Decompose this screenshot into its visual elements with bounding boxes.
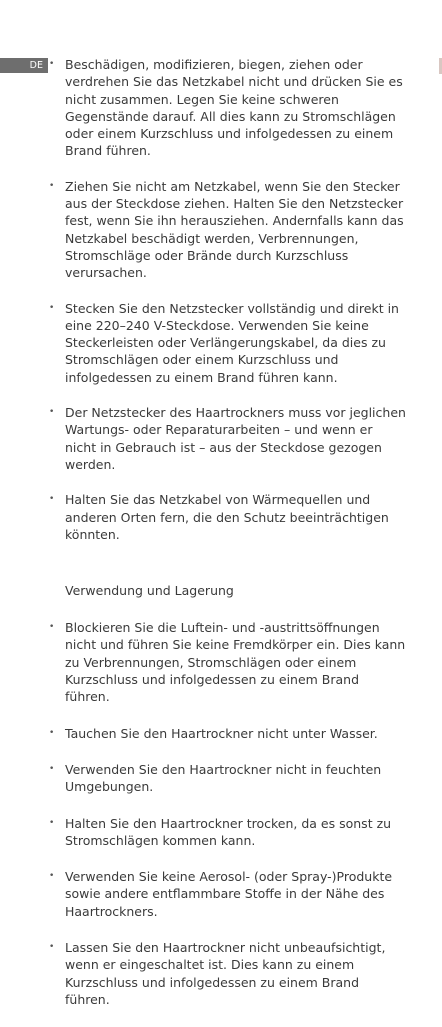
list-item: • Ziehen Sie nicht am Netzkabel, wenn Sie den Stecker aus der Steckdose ziehen. Halten Sie den Netzstecker fest, wenn Sie ihn herausziehen. Andernfalls kann das Netzkabel beschädigt werden, Verbrennungen, Stromschläge oder Brände durch Kurzschluss verursachen. <box>46 178 406 282</box>
list-item: • Tauchen Sie den Haartrockner nicht unter Wasser. <box>46 725 406 742</box>
cable-safety-list <box>46 56 406 543</box>
list-item: • Beschädigen, modifizieren, biegen, ziehen oder verdrehen Sie das Netzkabel nicht und drücken Sie es nicht zusammen. Legen Sie keine schweren Gegenstände darauf. All dies kann zu Stromschlägen oder einem Kurzschluss und infolgedessen zu einem Brand führen. <box>46 56 406 160</box>
list-item: • Halten Sie den Haartrockner trocken, da es sonst zu Stromschlägen kommen kann. <box>46 815 406 850</box>
usage-storage-list <box>46 619 406 1008</box>
list-item: • Lassen Sie den Haartrockner nicht unbeaufsichtigt, wenn er eingeschaltet ist. Dies kann zu einem Kurzschluss und infolgedessen zu einem Brand führen. <box>46 939 406 1008</box>
list-item: • Verwenden Sie den Haartrockner nicht in feuchten Umgebungen. <box>46 761 406 796</box>
list-item: • Blockieren Sie die Luftein- und -austrittsöffnungen nicht und führen Sie keine Fremdkörper ein. Dies kann zu Verbrennungen, Stromschlägen oder einem Kurzschluss und infolgedessen zu einem Brand führen. <box>46 619 406 705</box>
section-title: Verwendung und Lagerung <box>65 583 234 599</box>
list-item: • Verwenden Sie keine Aerosol- (oder Spray-)Produkte sowie andere entflammbare Stoffe in der Nähe des Haartrockners. <box>46 868 406 920</box>
list-item: • Der Netzstecker des Haartrockners muss vor jeglichen Wartungs- oder Reparaturarbeiten – und wenn er nicht in Gebrauch ist – aus der Steckdose gezogen werden. <box>46 404 406 473</box>
list-item: • Stecken Sie den Netzstecker vollständig und direkt in eine 220–240 V-Steckdose. Verwenden Sie keine Steckerleisten oder Verlängerungskabel, da dies zu Stromschlägen oder einem Kurzschluss und infolgedessen zu einem Brand führen kann. <box>46 300 406 386</box>
safety-instructions <box>46 56 406 1027</box>
list-item: • Halten Sie das Netzkabel von Wärmequellen und anderen Orten fern, die den Schutz beeinträchtigen könnten. <box>46 491 406 543</box>
language-tab: DE <box>0 58 48 73</box>
